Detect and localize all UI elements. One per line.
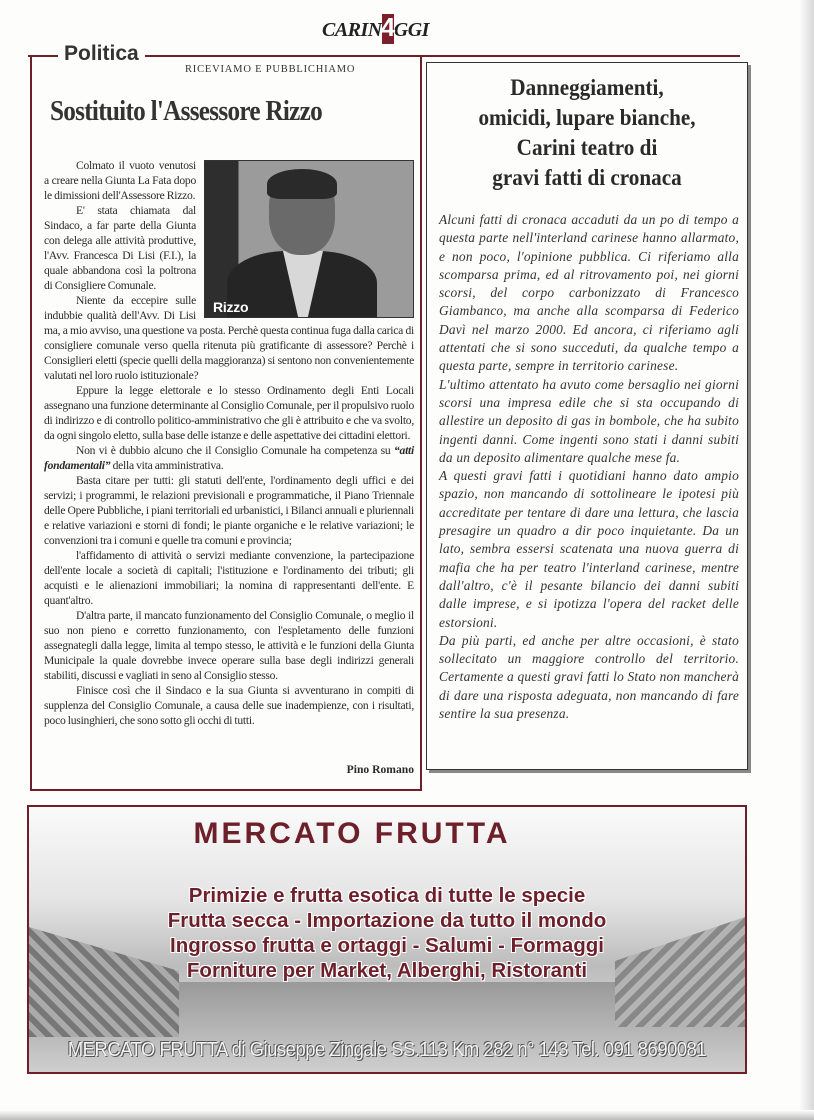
paragraph-text: Non vi è dubbio alcuno che il Consiglio Comunale ha competenza su [76,444,391,457]
article-headline: Sostituito l'Assessore Rizzo [50,96,322,127]
right-article-title [440,73,734,193]
paragraph [44,443,414,473]
paragraph: E' stata chiamata dal Sindaco, a far parte della Giunta con delega alle attività produttive, l'Avv. Francesca Di Lisi (F.I.), la quale abbandona così la poltrona di Consigliere Comunale. [44,204,196,292]
title-line: Carini teatro di [516,135,658,160]
paragraph: Colmato il vuoto venutosi a creare nella Giunta La Fata dopo le dimissioni dell'Assessore Rizzo. [44,159,196,202]
paragraph: Eppure la legge elettorale e lo stesso Ordinamento degli Enti Locali assegnano una funzione determinante al Consiglio Comunale, per il propulsivo ruolo di indirizzo e di controllo politico-amministrativo che gli è attribuito e che va svolto, da ogni singolo eletto, sulla base delle istanze e delle aspettative dei cittadini elettori. [44,384,414,442]
title-line: omicidi, lupare bianche, [478,105,696,130]
paragraph: D'altra parte, il mancato funzionamento del Consiglio Comunale, o meglio il suo non pieno e corretto funzionamento, con l'espletamento delle funzioni assegnategli dalla legge, limita al tempo stesso, le attività e le funzioni della Giunta Municipale la quale dovrebbe invece operare sulla base degli indirizzi generali stabiliti, discussi e vagliati in seno al Consiglio stesso. [44,609,414,682]
paragraph-text: della vita amministrativa. [112,459,224,472]
advertisement-mercato-frutta [27,805,747,1074]
scan-edge [798,0,814,1120]
paragraph: l'affidamento di attività o servizi mediante convenzione, la partecipazione dell'ente locale a società di capitali; l'istituzione e l'ordinamento dei tributi; gli acquisti e le alienazioni immobiliari; la nomina di rappresentanti dell'ente. E quant'altro. [44,549,414,607]
masthead-logo [322,14,429,44]
ad-title: MERCATO FRUTTA [193,817,511,850]
right-article-body [439,211,739,723]
ad-line: Primizie e frutta esotica di tutte le specie [188,884,586,907]
photo-figure-hair [267,169,337,199]
ad-line: Ingrosso frutta e ortaggi - Salumi - Formaggi [170,934,604,957]
paragraph: Da più parti, ed anche per altre occasioni, è stato sollecitato un maggiore controllo del territorio. Certamente a questi gravi fatti lo Stato non mancherà di dare una risposta adeguata, non mancando di fare sentire la sua presenza. [439,632,739,722]
paragraph: A questi gravi fatti i quotidiani hanno dato ampio spazio, non mancando di sottolineare le ipotesi più accreditate per tentare di dare una lettura, che lascia presagire un quadro a dir poco inquietante. Da un lato, sembra essersi scatenata una nuova guerra di mafia che ha per teatro l'interland carinese, mentre dall'altro, c'è il pesante bilancio dei danni subiti dalle imprese, e si ipotizza l'opera del racket delle estorsioni. [439,468,739,630]
byline: Pino Romano [300,762,414,777]
photo-caption: Rizzo [213,299,249,315]
section-label: Politica [58,42,145,66]
paragraph: Alcuni fatti di cronaca accaduti da un po di tempo a questa parte nell'interland carinese hanno allarmato, e non poco, l'opinione pubblica. Ci riferiamo alla scomparsa prima, ed al ritrovamento poi, nei giorni scorsi, del corpo carbonizzato di Francesco Giambanco, ma anche alla scomparsa di Federico Davì nel marzo 2000. Ed ancora, ci riferiamo agli attentati che si sono succeduti, da qualche tempo a questa parte, sempre in territorio carinese. [439,212,739,374]
ad-slogans [29,883,745,983]
paragraph: Basta citare per tutti: gli statuti dell'ente, l'ordinamento degli uffici e dei servizi; i programmi, le relazioni previsionali e programmatiche, il Piano Triennale delle Opere Pubbliche, i piani territoriali ed urbanistici, i Bilanci annuali e pluriennali e relative variazioni e storni di fondi; le piante organiche e le relative variazioni; le convenzioni tra i comuni e quelle tra comuni e provincia; [44,474,414,547]
paragraph: L'ultimo attentato ha avuto come bersaglio nei giorni scorsi una impresa edile che si sta occupando di allestire un deposito di gas in bombole, che ha subito ingenti danni. Come ingenti sono stati i danni subiti da un deposito alimentare qualche mese fa. [439,376,739,465]
title-line: Danneggiamenti, [510,75,664,100]
scan-bottom-edge [0,1110,814,1120]
logo-text-right: GGI [393,19,429,41]
title-line: gravi fatti di cronaca [492,165,682,190]
right-article-box [426,62,748,770]
portrait-photo [204,160,414,318]
paragraph: Niente da eccepire sulle indubbie qualità dell'Avv. Di Lisi ma, a mio avviso, una questione va posta. Perchè questa continua fuga dalla carica di consigliere comunale verso quella ritenuta più gratificante di assessore? Perchè i Consiglieri eletti (specie quelli della maggioranza) si sentono non convenientemente valutati nel loro ruolo istituzionale? [44,294,414,382]
logo-text-left: CARIN [322,19,382,41]
logo-number [382,14,394,44]
ad-line: Forniture per Market, Alberghi, Ristoranti [186,959,588,982]
paragraph: Finisce così che il Sindaco e la sua Giunta si avventurano in compiti di supplenza del Consiglio Comunale, a causa delle sue inadempienze, con i risultati, poco lusinghieri, che sono sotto gli occhi di tutti. [44,684,414,727]
ad-line: Frutta secca - Importazione da tutto il mondo [167,909,607,932]
ad-contact-footer: MERCATO FRUTTA di Giuseppe Zingale SS.113 Km 282 n° 143 Tel. 091 8690081 [67,1039,707,1061]
left-article-body [44,158,414,728]
article-kicker: RICEVIAMO E PUBBLICHIAMO [185,64,356,75]
emphasis-text: “atti fondamentali” [44,444,414,472]
